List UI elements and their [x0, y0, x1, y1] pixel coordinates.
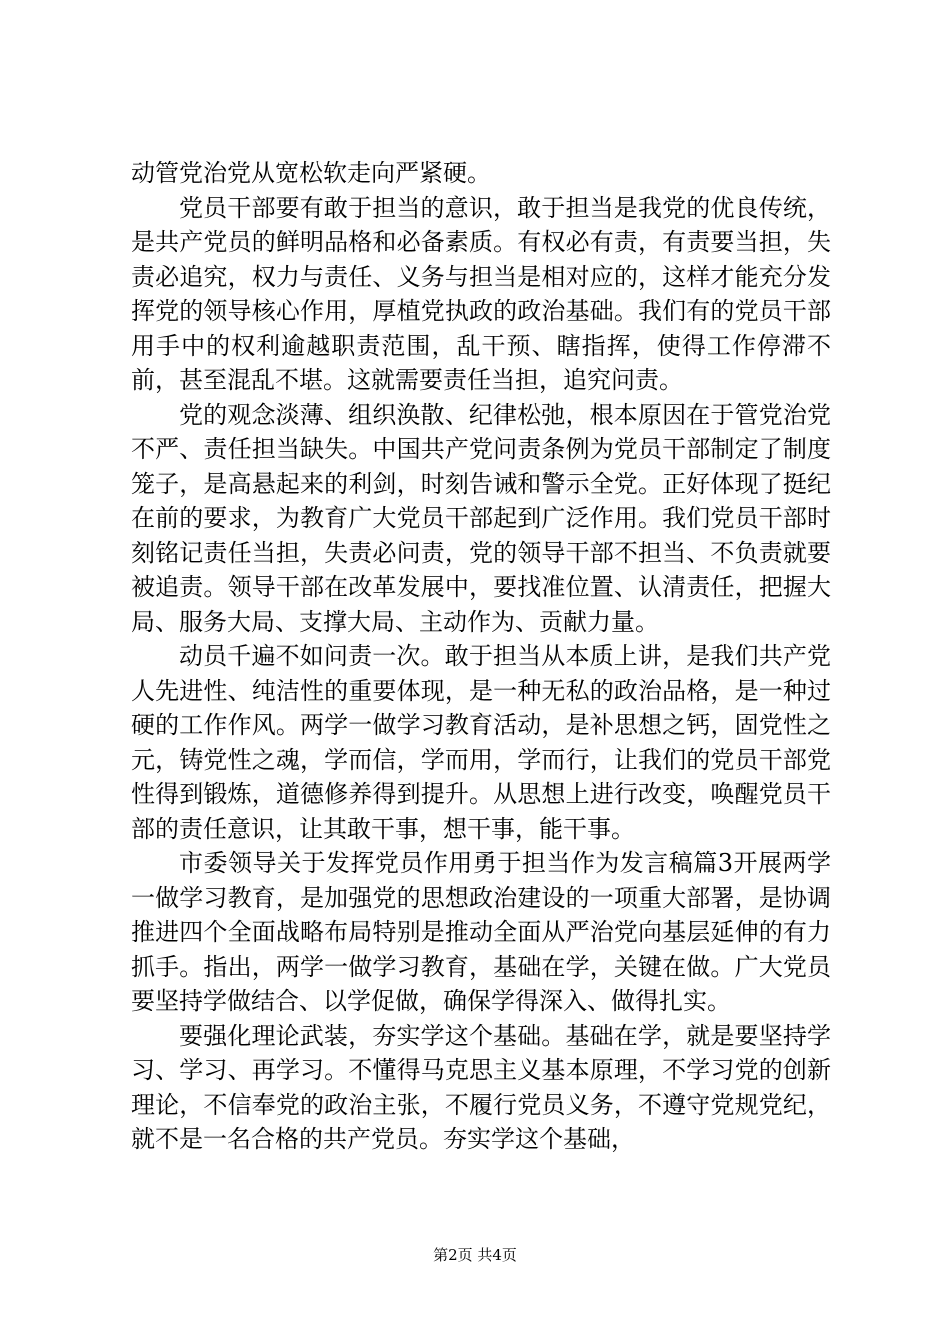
paragraph: 动员千遍不如问责一次。敢于担当从本质上讲，是我们共产党人先进性、纯洁性的重要体现，是一种无私的政治品格，是一种过硬的工作作风。两学一做学习教育活动，是补思想之钙，固党性之元，铸党性之魂，学而信，学而用，学而行，让我们的党员干部党性得到锻炼，道德修养得到提升。从思想上进行改变，唤醒党员干部的责任意识，让其敢干事，想干事，能干事。 [131, 642, 831, 843]
paragraph: 市委领导关于发挥党员作用勇于担当作为发言稿篇3开展两学一做学习教育，是加强党的思想政治建设的一项重大部署，是协调推进四个全面战略布局特别是推动全面从严治党向基层延伸的有力抓手。指出，两学一做学习教育，基础在学，关键在做。广大党员要坚持学做结合、以学促做，确保学得深入、做得扎实。 [131, 849, 831, 1015]
page-number-footer: 第2页 共4页 [433, 1246, 517, 1264]
paragraph-continuation: 动管党治党从宽松软走向严紧硬。 [131, 159, 491, 187]
document-body [131, 156, 831, 1157]
paragraph: 要强化理论武装，夯实学这个基础。基础在学，就是要坚持学习、学习、再学习。不懂得马克思主义基本原理，不学习党的创新理论，不信奉党的政治主张，不履行党员义务，不遵守党规党纪，就不是一名合格的共产党员。夯实学这个基础， [131, 1021, 831, 1153]
paragraph: 党的观念淡薄、组织涣散、纪律松弛，根本原因在于管党治党不严、责任担当缺失。中国共产党问责条例为党员干部制定了制度笼子，是高悬起来的利剑，时刻告诫和警示全党。正好体现了挺纪在前的要求，为教育广大党员干部起到广泛作用。我们党员干部时刻铭记责任当担，失责必问责，党的领导干部不担当、不负责就要被追责。领导干部在改革发展中，要找准位置、认清责任，把握大局、服务大局、支撑大局、主动作为、贡献力量。 [131, 400, 831, 636]
paragraph: 党员干部要有敢于担当的意识，敢于担当是我党的优良传统，是共产党员的鲜明品格和必备素质。有权必有责，有责要当担，失责必追究，权力与责任、义务与担当是相对应的，这样才能充分发挥党的领导核心作用，厚植党执政的政治基础。我们有的党员干部用手中的权利逾越职责范围，乱干预、瞎指挥，使得工作停滞不前，甚至混乱不堪。这就需要责任当担，追究问责。 [131, 193, 831, 394]
